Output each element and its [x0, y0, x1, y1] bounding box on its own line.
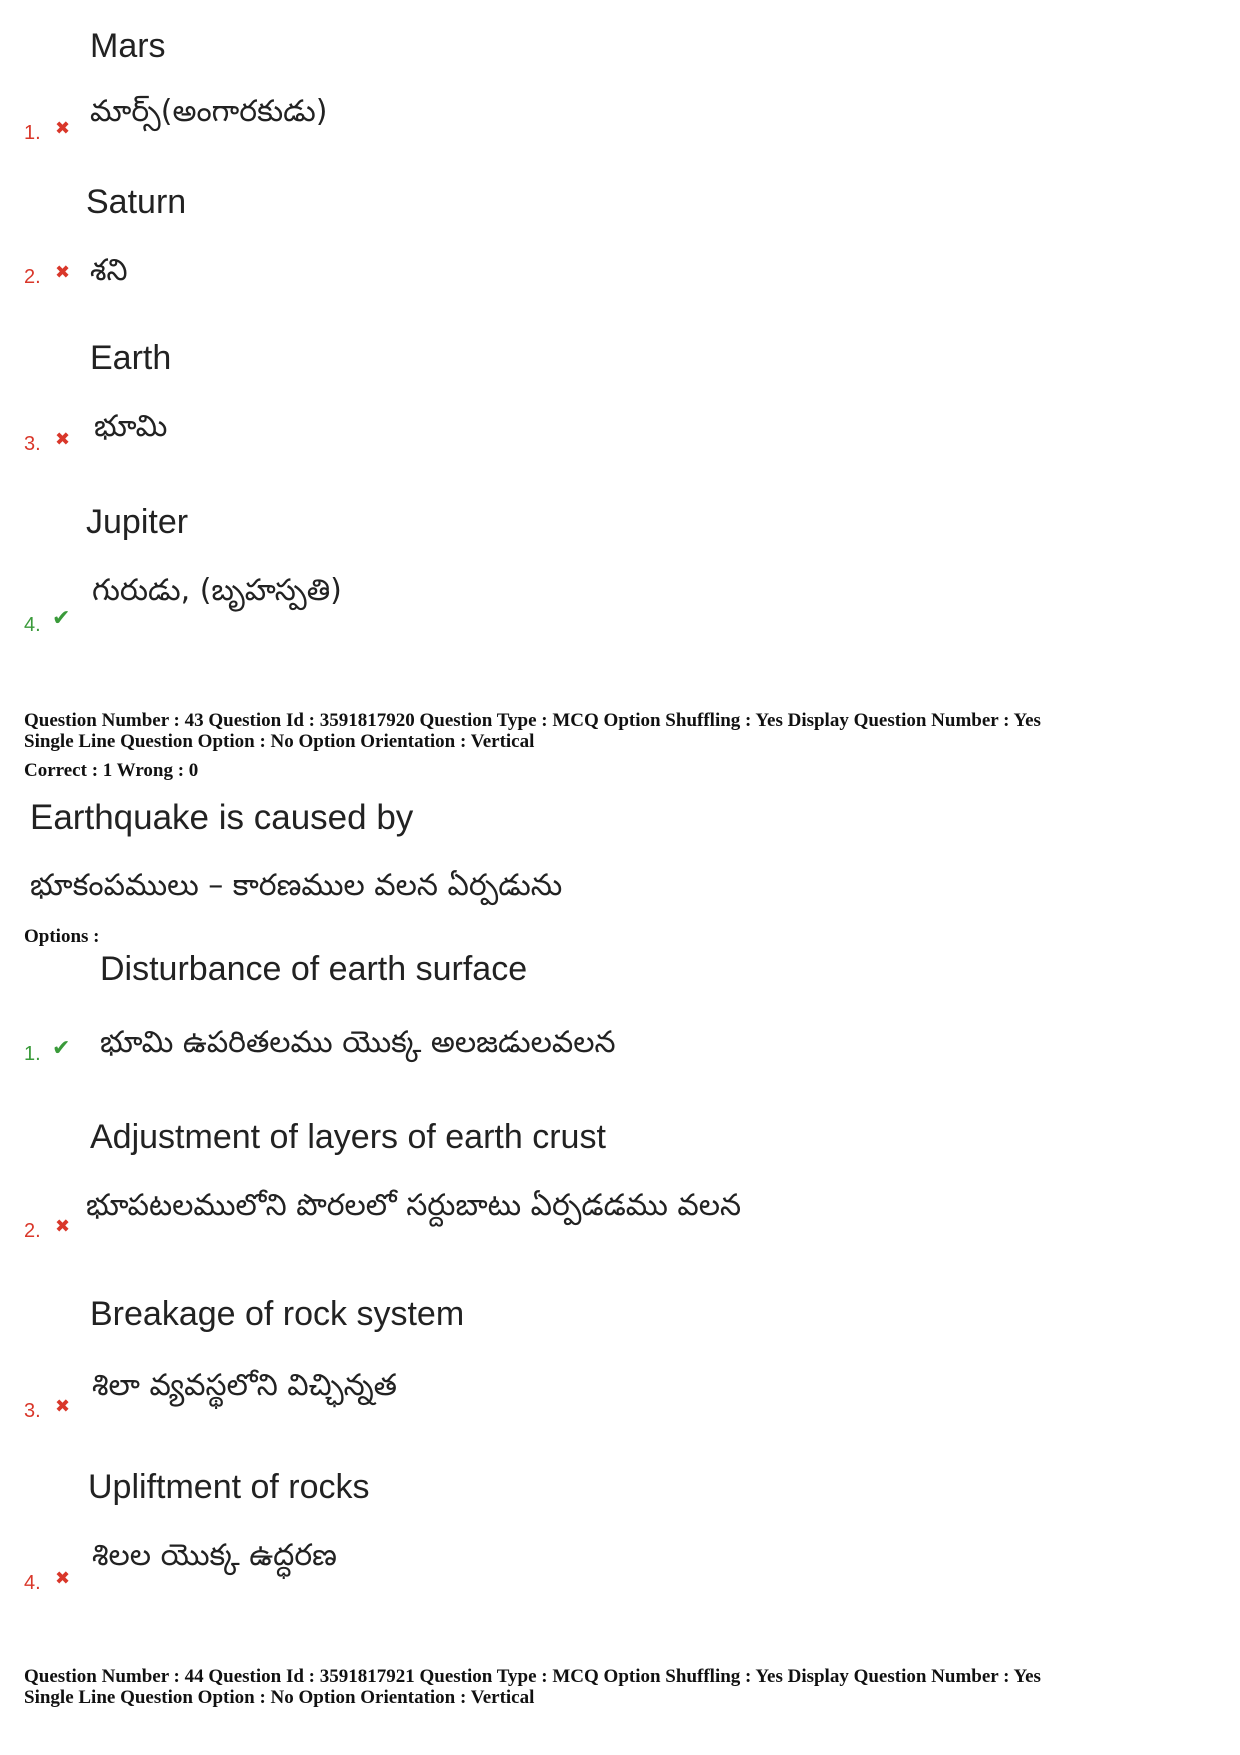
- option-text-te: శిలల యొక్క ఉద్ధరణ: [92, 1538, 337, 1573]
- option-text-te: శని: [90, 253, 128, 288]
- option-text-en: Adjustment of layers of earth crust: [90, 1118, 606, 1156]
- option-number: 2.: [24, 266, 41, 288]
- question-text-te: భూకంపములు – కారణముల వలన ఏర్పడును: [30, 868, 563, 903]
- cross-icon: ✖: [55, 429, 71, 450]
- option-number: 1.: [24, 122, 41, 144]
- question-meta-line1: Question Number : 44 Question Id : 3591817921 Question Type : MCQ Option Shuffling : Yes Display Question Number : Yes: [24, 1666, 1041, 1687]
- option-text-te: శిలా వ్యవస్థలోని విచ్ఛిన్నత: [92, 1368, 397, 1403]
- option-text-en: Earth: [90, 339, 172, 377]
- option-number: 3.: [24, 1400, 41, 1422]
- option-number: 4.: [24, 614, 41, 636]
- option-number: 3.: [24, 433, 41, 455]
- score-line: Correct : 1 Wrong : 0: [24, 760, 199, 781]
- cross-icon: ✖: [55, 1396, 71, 1417]
- cross-icon: ✖: [55, 262, 71, 283]
- option-text-te: గురుడు, (బృహస్పతి): [92, 573, 342, 608]
- option-text-en: Saturn: [86, 183, 187, 221]
- question-meta-line2: Single Line Question Option : No Option Orientation : Vertical: [24, 1687, 535, 1708]
- cross-icon: ✖: [55, 1568, 71, 1589]
- check-icon: ✔: [52, 606, 71, 631]
- options-label: Options :: [24, 926, 100, 947]
- option-text-en: Disturbance of earth surface: [100, 950, 528, 988]
- option-text-en: Upliftment of rocks: [88, 1468, 370, 1506]
- option-number: 1.: [24, 1043, 41, 1065]
- option-text-te: భూమి ఉపరితలము యొక్క అలజడులవలన: [100, 1025, 616, 1060]
- option-text-en: Breakage of rock system: [90, 1295, 465, 1333]
- cross-icon: ✖: [55, 118, 71, 139]
- option-text-en: Jupiter: [86, 503, 189, 541]
- option-text-te: భూపటలములోని పొరలలో సర్దుబాటు ఏర్పడడము వలన: [86, 1188, 742, 1223]
- option-text-te: మార్స్(అంగారకుడు): [90, 94, 328, 129]
- option-number: 4.: [24, 1572, 41, 1594]
- option-text-en: Mars: [90, 27, 166, 65]
- question-meta-line2: Single Line Question Option : No Option Orientation : Vertical: [24, 731, 535, 752]
- cross-icon: ✖: [55, 1216, 71, 1237]
- check-icon: ✔: [52, 1036, 71, 1061]
- option-number: 2.: [24, 1220, 41, 1242]
- option-text-te: భూమి: [94, 409, 168, 444]
- question-text-en: Earthquake is caused by: [30, 798, 414, 837]
- question-meta-line1: Question Number : 43 Question Id : 3591817920 Question Type : MCQ Option Shuffling : Yes Display Question Number : Yes: [24, 710, 1041, 731]
